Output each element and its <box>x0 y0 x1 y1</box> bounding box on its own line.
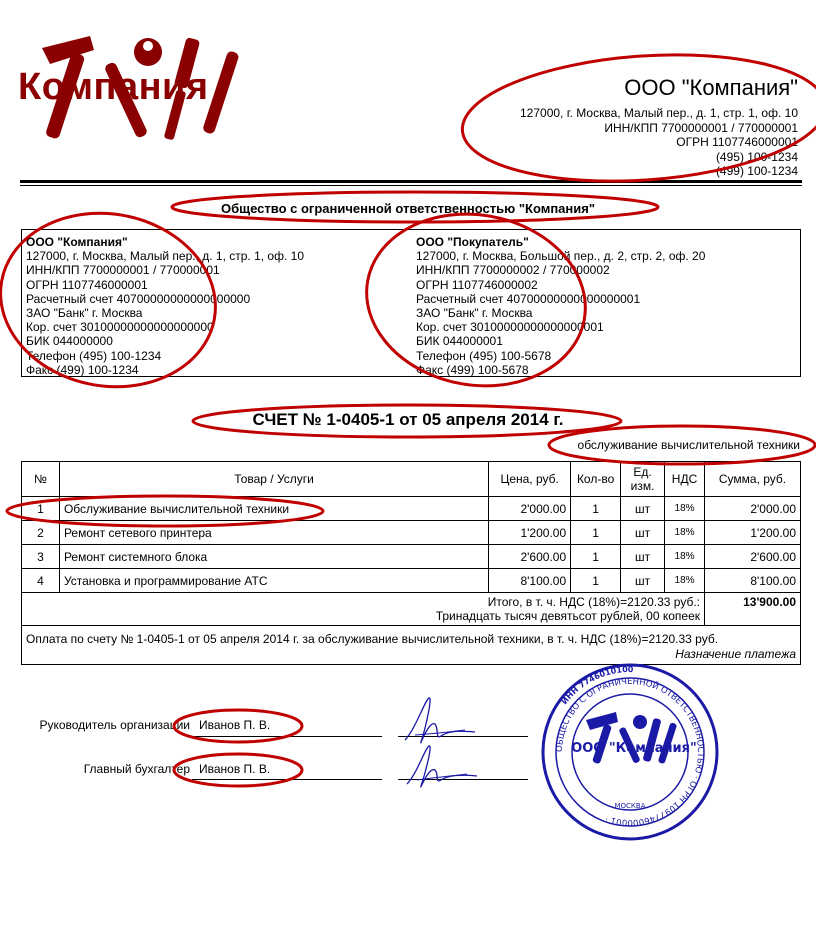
accountant-name: Иванов П. В. <box>199 762 271 776</box>
row-unit: шт <box>621 497 665 521</box>
row-num: 4 <box>22 569 60 593</box>
buyer-line: Кор. счет 30100000000000000001 <box>416 320 604 335</box>
header-address: 127000, г. Москва, Малый пер., д. 1, стр. 1, оф. 10 <box>520 106 798 120</box>
seller-line: ИНН/КПП 7700000001 / 770000001 <box>26 263 220 278</box>
header-fax: (499) 100-1234 <box>715 164 798 178</box>
col-num: № <box>22 462 60 497</box>
row-item: Обслуживание вычислительной техники <box>59 497 488 521</box>
seller-line: 127000, г. Москва, Малый пер., д. 1, стр. 1, оф. 10 <box>26 249 304 264</box>
seller-line: Расчетный счет 40700000000000000000 <box>26 291 251 306</box>
row-sum: 2'000.00 <box>705 497 801 521</box>
row-qty: 1 <box>571 497 621 521</box>
row-price: 2'000.00 <box>489 497 571 521</box>
total-words: Тринадцать тысяч девятьсот рублей, 00 копеек <box>435 609 701 623</box>
col-unit: Ед. изм. <box>621 462 665 497</box>
row-vat: 18% <box>665 497 705 521</box>
header-inn: ИНН/КПП 7700000001 / 770000001 <box>604 120 798 135</box>
buyer-line: Факс (499) 100-5678 <box>416 362 529 377</box>
col-vat: НДС <box>665 462 705 497</box>
stamp-ring-text: ОБЩЕСТВО С ОГРАНИЧЕННОЙ ОТВЕТСТВЕННОСТЬЮ · ОГРН 1097746000001 · <box>554 676 706 828</box>
invoice-title: СЧЕТ № 1-0405-1 от 05 апреля 2014 г. <box>252 410 564 429</box>
table-row <box>22 569 801 593</box>
seller-details <box>26 235 304 377</box>
header-rule <box>20 180 802 183</box>
seller-line: Телефон (495) 100-1234 <box>26 348 162 363</box>
buyer-line: 127000, г. Москва, Большой пер., д. 2, стр. 2, оф. 20 <box>416 249 706 264</box>
total-label: Итого, в т. ч. НДС (18%)=2120.33 руб.: <box>487 595 701 609</box>
payment-purpose-box <box>21 625 801 665</box>
row-unit: шт <box>621 545 665 569</box>
stamp-tools-icon <box>586 712 677 764</box>
table-header-row <box>22 462 801 497</box>
buyer-line: БИК 044000001 <box>416 334 503 349</box>
header-rule-thin <box>20 185 802 186</box>
seller-line: Кор. счет 30100000000000000000 <box>26 320 214 335</box>
payment-text: Оплата по счету № 1-0405-1 от 05 апреля 2014 г. за обслуживание вычислительной техники, в т. ч. НДС (18%)=2120.33 руб. <box>26 632 719 646</box>
buyer-details <box>416 235 705 377</box>
row-item: Ремонт сетевого принтера <box>59 521 488 545</box>
row-vat: 18% <box>665 569 705 593</box>
buyer-line: ИНН/КПП 7700000002 / 770000002 <box>416 263 610 278</box>
parties-box <box>21 229 801 377</box>
seller-line: ЗАО "Банк" г. Москва <box>26 306 143 321</box>
director-label: Руководитель организации <box>39 718 190 732</box>
company-header <box>520 76 798 179</box>
seller-line: Факс (499) 100-1234 <box>26 362 139 377</box>
company-title: ООО "Компания" <box>624 75 798 100</box>
seller-name: ООО "Компания" <box>26 235 128 249</box>
buyer-line: ОГРН 1107746000002 <box>416 277 538 292</box>
company-full-name: Общество с ограниченной ответственностью "Компания" <box>220 201 596 216</box>
col-qty: Кол-во <box>571 462 621 497</box>
row-sum: 2'600.00 <box>705 545 801 569</box>
seller-line: ОГРН 1107746000001 <box>26 277 148 292</box>
signature-accountant <box>395 740 485 800</box>
items-table <box>21 461 801 626</box>
row-price: 1'200.00 <box>489 521 571 545</box>
header-ogrn: ОГРН 1107746000001 <box>676 135 798 149</box>
seller-line: БИК 044000000 <box>26 334 113 349</box>
payment-note: Назначение платежа <box>675 647 796 661</box>
company-stamp <box>540 662 720 842</box>
row-price: 8'100.00 <box>489 569 571 593</box>
row-sum: 1'200.00 <box>705 521 801 545</box>
total-row <box>22 593 801 626</box>
row-unit: шт <box>621 569 665 593</box>
row-qty: 1 <box>571 569 621 593</box>
director-name: Иванов П. В. <box>199 718 271 732</box>
col-sum: Сумма, руб. <box>705 462 801 497</box>
buyer-name: ООО "Покупатель" <box>416 235 529 249</box>
logo-text: Компания <box>18 66 209 108</box>
total-label-cell <box>22 593 705 626</box>
row-num: 3 <box>22 545 60 569</box>
stamp-center-text: ООО "Компания" <box>571 741 697 756</box>
header-phone: (495) 100-1234 <box>715 149 798 164</box>
row-num: 1 <box>22 497 60 521</box>
total-value: 13'900.00 <box>705 593 801 626</box>
buyer-line: Расчетный счет 40700000000000000001 <box>416 291 641 306</box>
row-price: 2'600.00 <box>489 545 571 569</box>
col-item: Товар / Услуги <box>59 462 488 497</box>
table-row <box>22 545 801 569</box>
buyer-line: Телефон (495) 100-5678 <box>416 348 552 363</box>
row-vat: 18% <box>665 521 705 545</box>
accountant-label: Главный бухгалтер <box>83 762 190 776</box>
stamp-city: МОСКВА <box>614 802 646 810</box>
row-unit: шт <box>621 521 665 545</box>
invoice-purpose: обслуживание вычислительной техники <box>577 438 800 452</box>
row-item: Установка и программирование АТС <box>59 569 488 593</box>
accountant-name-line <box>192 779 382 780</box>
row-qty: 1 <box>571 521 621 545</box>
row-vat: 18% <box>665 545 705 569</box>
row-num: 2 <box>22 521 60 545</box>
stamp-inn-text: ИНН 7746010100 <box>559 664 634 707</box>
table-row <box>22 497 801 521</box>
row-sum: 8'100.00 <box>705 569 801 593</box>
director-name-line <box>192 736 382 737</box>
row-item: Ремонт системного блока <box>59 545 488 569</box>
col-price: Цена, руб. <box>489 462 571 497</box>
buyer-line: ЗАО "Банк" г. Москва <box>416 306 533 321</box>
table-row <box>22 521 801 545</box>
row-qty: 1 <box>571 545 621 569</box>
